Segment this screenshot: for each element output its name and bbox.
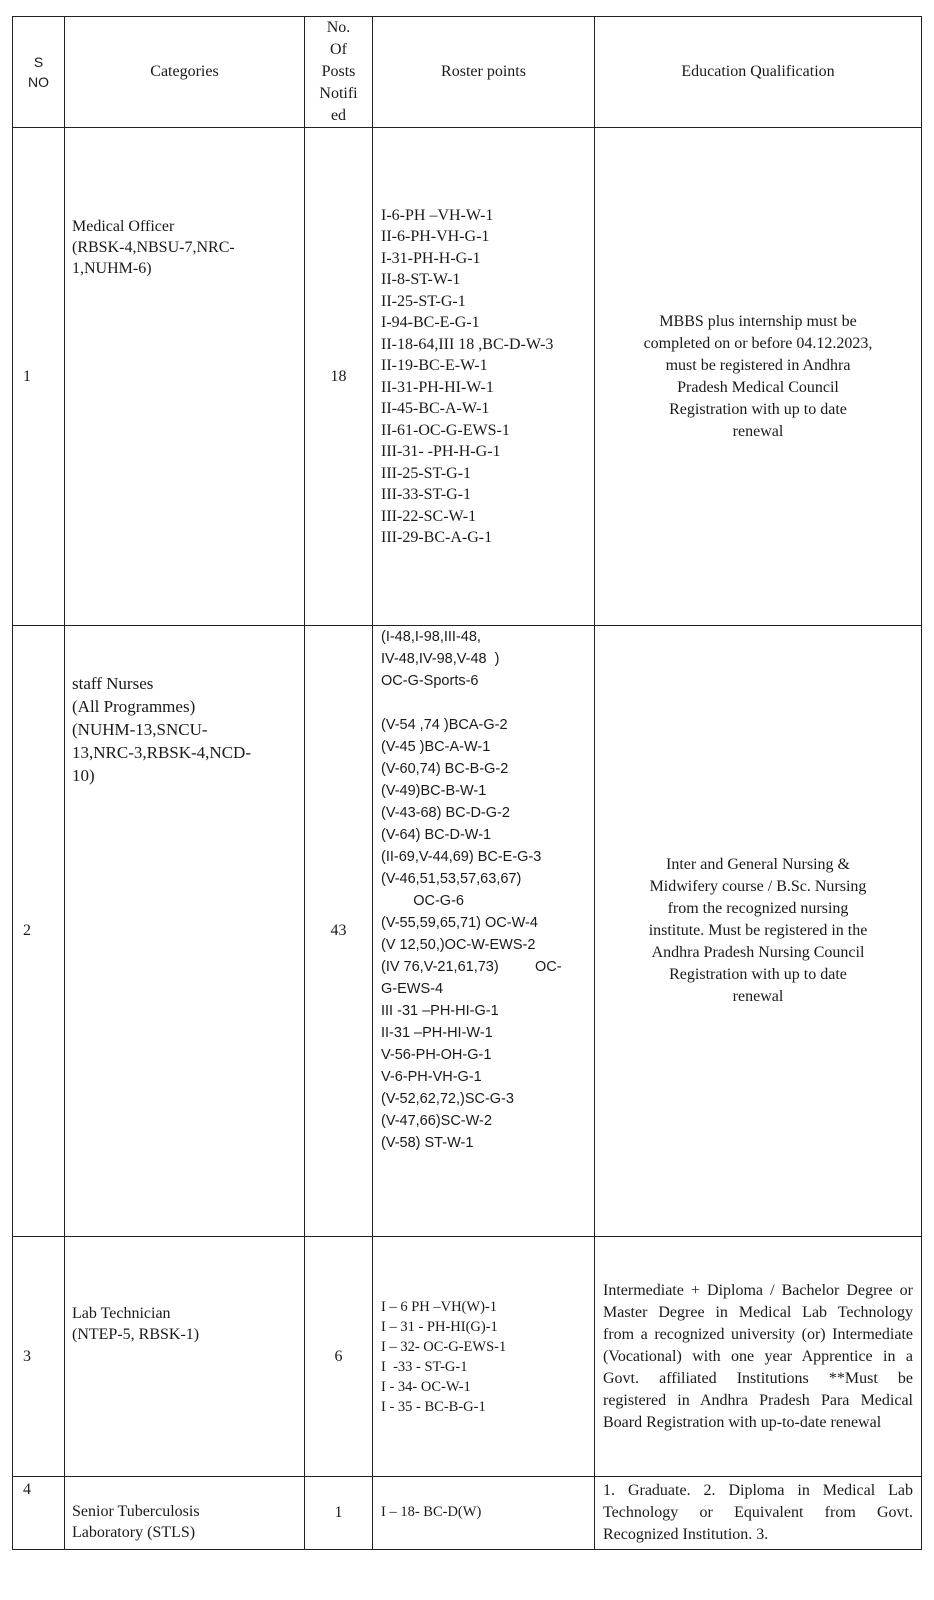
header-education-qualification: Education Qualification [595, 17, 922, 128]
table-row [13, 1477, 922, 1550]
category-line: (NUHM-13,SNCU- [72, 720, 208, 739]
row-category [65, 626, 305, 1237]
row-roster-points [373, 128, 595, 626]
roster-line: OC-G-Sports-6 [381, 673, 479, 689]
roster-line: II-45-BC-A-W-1 [381, 400, 490, 417]
roster-line: II-18-64,III 18 ,BC-D-W-3 [381, 335, 554, 353]
table-row [13, 1237, 922, 1477]
header-sno-line: NO [28, 74, 49, 90]
roster-line: III-29-BC-A-G-1 [381, 529, 493, 546]
row-roster-points [373, 1477, 595, 1550]
row-posts: 43 [305, 626, 373, 1237]
category-line: Medical Officer [72, 218, 175, 235]
education-line: Registration with up to date [669, 400, 847, 418]
roster-line: I -33 - ST-G-1 [381, 1358, 468, 1375]
header-roster-points: Roster points [373, 17, 595, 128]
category-line: (NTEP-5, RBSK-1) [72, 1326, 200, 1343]
row-posts: 18 [305, 128, 373, 626]
roster-line: II-31-PH-HI-W-1 [381, 378, 494, 396]
roster-line: III -31 –PH-HI-G-1 [381, 1003, 499, 1019]
roster-line: I-31-PH-H-G-1 [381, 249, 481, 267]
roster-line: (I-48,I-98,III-48, [381, 629, 481, 645]
header-posts-line: No. [326, 19, 351, 36]
roster-line [381, 692, 594, 714]
row-category [65, 1477, 305, 1550]
roster-line: (V 12,50,)OC-W-EWS-2 [381, 937, 536, 953]
roster-line: I – 32- OC-G-EWS-1 [381, 1338, 507, 1355]
education-line: Midwifery course / B.Sc. Nursing [649, 878, 867, 895]
category-line: 10) [72, 766, 95, 785]
row-sno: 3 [13, 1237, 65, 1477]
roster-line: III-31- -PH-H-G-1 [381, 443, 501, 460]
category-line: (All Programmes) [72, 697, 196, 716]
row-education-qualification [595, 626, 922, 1237]
roster-line: (V-45 )BC-A-W-1 [381, 739, 491, 755]
roster-line: V-6-PH-VH-G-1 [381, 1069, 482, 1085]
education-line: institute. Must be registered in the [648, 922, 868, 939]
roster-line: OC-G-6 [381, 893, 464, 909]
header-posts-line: ed [330, 107, 347, 124]
roster-line: IV-48,IV-98,V-48 ) [381, 651, 500, 667]
row-education-qualification: Intermediate + Diploma / Bachelor Degree or Master Degree in Medical Lab Technology from a recognized university (or) Intermediate (Vocational) with one year Apprentice in a Govt. affiliated Institutions **Must be registered in Andhra Pradesh Para Medical Board Registration with up-to-date renewal [595, 1237, 922, 1477]
header-posts-line: Of [330, 41, 347, 58]
header-posts [305, 17, 373, 128]
table-row [13, 626, 922, 1237]
education-line: Inter and General Nursing & [666, 856, 850, 873]
education-line: Pradesh Medical Council [677, 378, 839, 396]
roster-line: I – 31 - PH-HI(G)-1 [381, 1318, 498, 1335]
roster-line: (V-54 ,74 )BCA-G-2 [381, 717, 508, 733]
roster-line: III-22-SC-W-1 [381, 507, 477, 525]
posts-table [12, 16, 922, 1550]
row-sno: 2 [13, 626, 65, 1237]
education-line: from the recognized nursing [667, 900, 849, 917]
row-education-qualification: 1. Graduate. 2. Diploma in Medical Lab Technology or Equivalent from Govt. Recognized Institution. 3. [595, 1477, 922, 1550]
row-sno: 4 [13, 1477, 65, 1550]
roster-line: I – 6 PH –VH(W)-1 [381, 1298, 497, 1315]
roster-line: I – 18- BC-D(W) [381, 1504, 482, 1521]
roster-line: III-25-ST-G-1 [381, 464, 472, 482]
roster-line: (V-55,59,65,71) OC-W-4 [381, 915, 538, 931]
education-line: completed on or before 04.12.2023, [643, 334, 873, 352]
roster-line: II-31 –PH-HI-W-1 [381, 1025, 493, 1041]
roster-line: (II-69,V-44,69) BC-E-G-3 [381, 849, 542, 865]
education-line: Andhra Pradesh Nursing Council [651, 944, 865, 961]
roster-line: (V-43-68) BC-D-G-2 [381, 805, 510, 821]
category-line: Senior Tuberculosis [72, 1503, 200, 1520]
education-line: must be registered in Andhra [665, 356, 851, 374]
roster-line: III-33-ST-G-1 [381, 486, 472, 503]
header-sno-line: S [33, 54, 44, 70]
category-line: Lab Technician [72, 1305, 171, 1322]
roster-line: (V-52,62,72,)SC-G-3 [381, 1091, 514, 1107]
header-posts-line: Notifi [319, 85, 358, 102]
category-line: staff Nurses [72, 674, 154, 693]
roster-line: (V-46,51,53,57,63,67) [381, 871, 522, 887]
header-posts-line: Posts [321, 63, 356, 80]
roster-line: (V-49)BC-B-W-1 [381, 783, 487, 799]
roster-line: V-56-PH-OH-G-1 [381, 1047, 492, 1063]
category-line: 13,NRC-3,RBSK-4,NCD- [72, 743, 251, 762]
roster-line: (V-60,74) BC-B-G-2 [381, 761, 509, 777]
row-category [65, 1237, 305, 1477]
roster-line: I - 35 - BC-B-G-1 [381, 1398, 486, 1415]
category-line: Laboratory (STLS) [72, 1524, 196, 1541]
roster-line: (V-47,66)SC-W-2 [381, 1113, 492, 1129]
education-line: renewal [732, 988, 784, 1005]
roster-line: II-8-ST-W-1 [381, 271, 461, 288]
row-education-qualification [595, 128, 922, 626]
roster-line: II-61-OC-G-EWS-1 [381, 421, 510, 439]
roster-line: II-25-ST-G-1 [381, 292, 466, 310]
roster-line: G-EWS-4 [381, 981, 444, 997]
header-categories: Categories [65, 17, 305, 128]
row-roster-points [373, 1237, 595, 1477]
category-line: 1,NUHM-6) [72, 260, 152, 277]
education-line: renewal [732, 422, 784, 440]
education-line: Registration with up to date [669, 966, 847, 983]
roster-line: I-94-BC-E-G-1 [381, 314, 480, 331]
roster-line: I-6-PH –VH-W-1 [381, 206, 494, 224]
category-line: (RBSK-4,NBSU-7,NRC- [72, 239, 235, 256]
header-row [13, 17, 922, 128]
row-posts: 1 [305, 1477, 373, 1550]
row-category [65, 128, 305, 626]
row-sno: 1 [13, 128, 65, 626]
roster-line: II-6-PH-VH-G-1 [381, 228, 490, 245]
roster-line: (IV 76,V-21,61,73) OC- [381, 959, 562, 975]
header-sno [13, 17, 65, 128]
row-posts: 6 [305, 1237, 373, 1477]
education-line: MBBS plus internship must be [659, 312, 857, 330]
roster-line: I - 34- OC-W-1 [381, 1378, 471, 1395]
table-row [13, 128, 922, 626]
roster-line: II-19-BC-E-W-1 [381, 357, 488, 374]
roster-line: (V-58) ST-W-1 [381, 1135, 474, 1151]
roster-line: (V-64) BC-D-W-1 [381, 827, 492, 843]
row-roster-points [373, 626, 595, 1237]
